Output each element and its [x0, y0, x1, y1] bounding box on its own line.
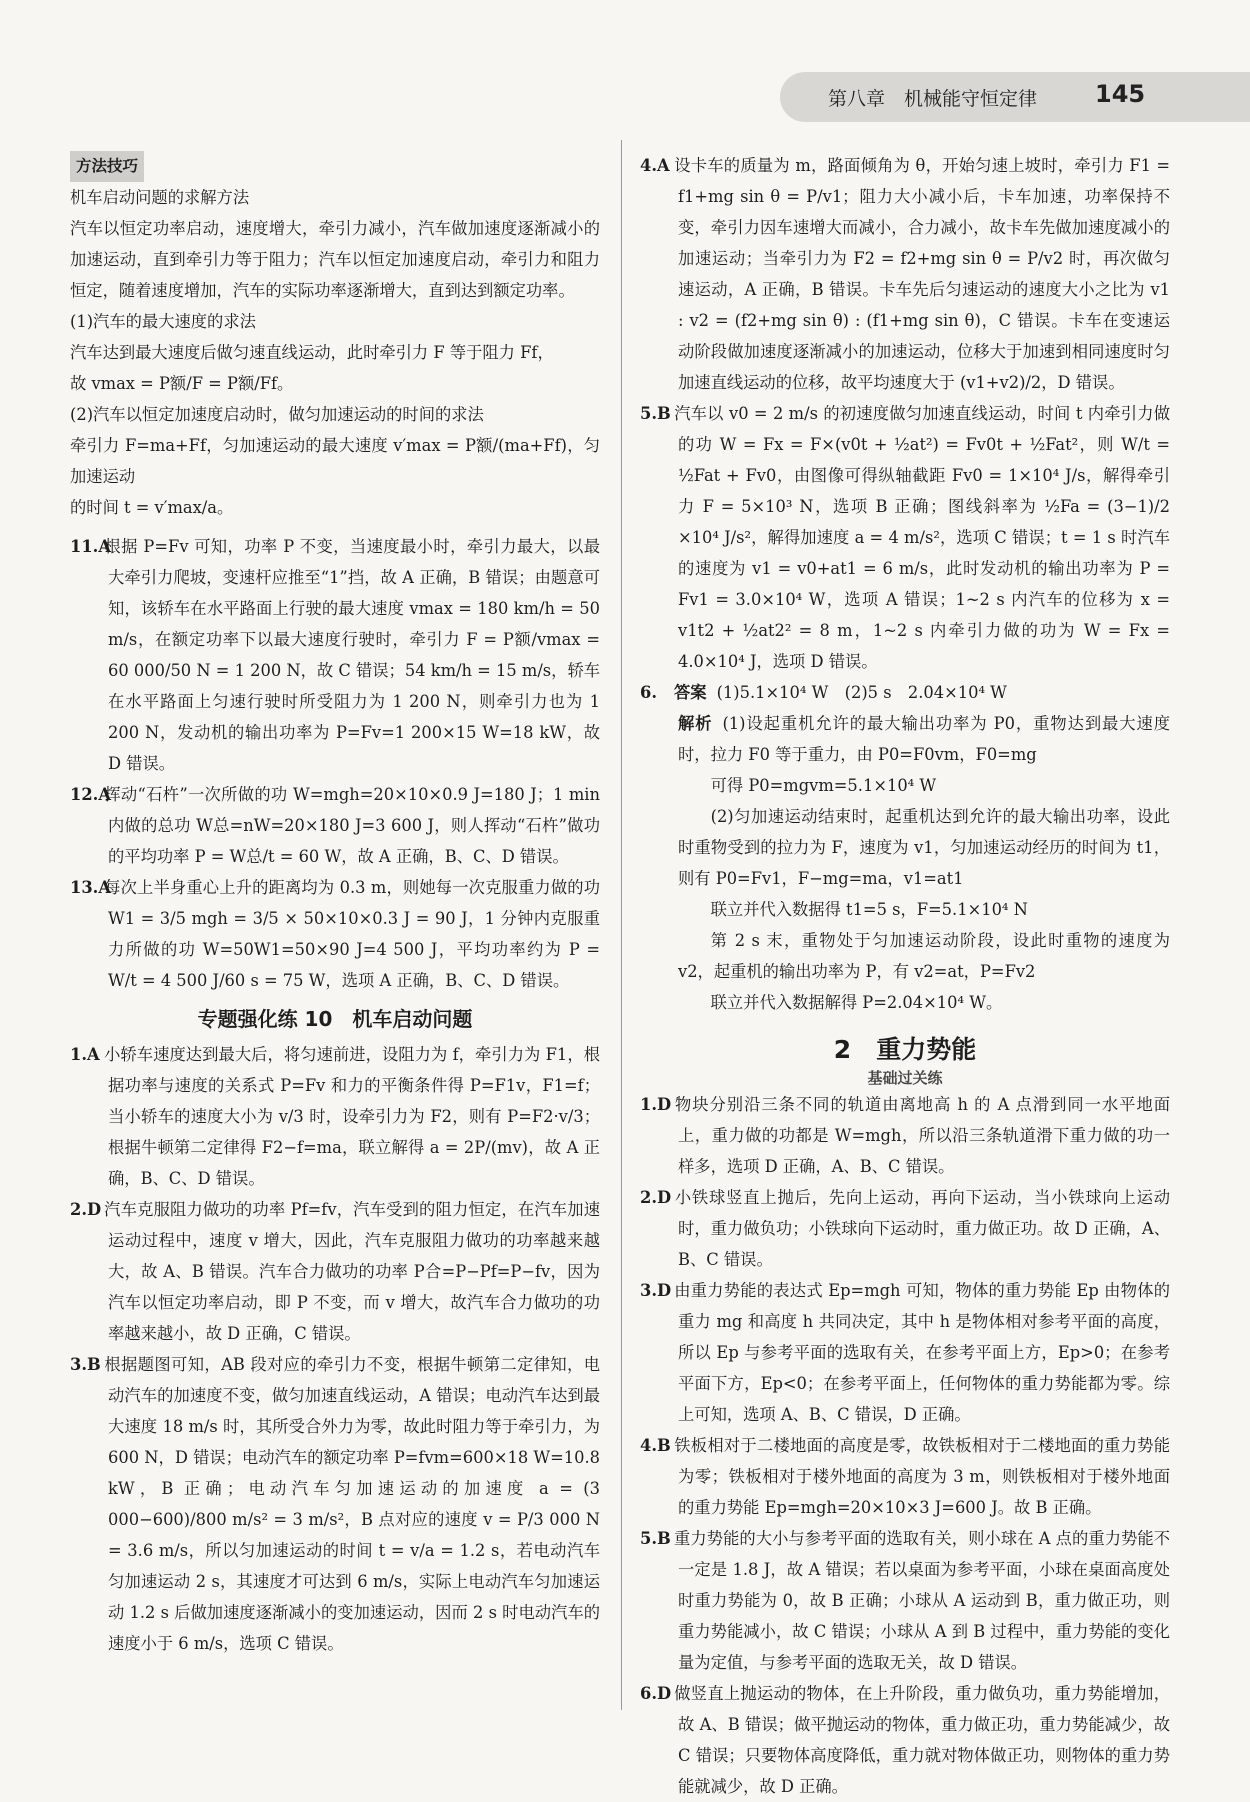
answer-item [640, 1430, 1170, 1523]
answer-number: 3.B [70, 1355, 101, 1374]
left-column [70, 150, 600, 1659]
answer-number: 4.A [640, 156, 670, 175]
answer-number: 5.B [640, 404, 671, 423]
answer-text: 每次上半身重心上升的距离均为 0.3 m，则她每一次克服重力做的功 W1 = 3/5 mgh = 3/5 × 50×10×0.3 J = 90 J，1 分钟内克服重力所做的功 W=50W1=50×90 J=4 500 J，平均功率约为 P = W/t = 4 500 J/60 s = 75 W，选项 A 正确，B、C、D 错误。 [104, 878, 600, 990]
answer-label: 答案 [674, 683, 707, 702]
answer-item [640, 1182, 1170, 1275]
method-title: 方法技巧 [70, 151, 144, 182]
answer-number: 1.D [640, 1095, 672, 1114]
answer-text: 做竖直上抛运动的物体，在上升阶段，重力做负功，重力势能增加，故 A、B 错误；做平抛运动的物体，重力做正功，重力势能减少，故 C 错误；只要物体高度降低，重力就对物体做正功，则物体的重力势能就减少，故 D 正确。 [674, 1684, 1170, 1796]
answer-number: 6. [640, 683, 657, 702]
analysis-line: (2)匀加速运动结束时，起重机达到允许的最大输出功率，设此时重物受到的拉力为 F，速度为 v1，匀加速运动经历的时间为 t1，则有 P0=Fv1，F−mg=ma，v1=at1 [678, 807, 1170, 888]
answer-item [70, 872, 600, 996]
answer-item [70, 1039, 600, 1194]
method-p2-text: 牵引力 F=ma+Ff，匀加速运动的最大速度 v′max = P额/(ma+Ff)，匀加速运动 [70, 436, 600, 486]
analysis-line: 联立并代入数据解得 P=2.04×10⁴ W。 [710, 993, 1003, 1012]
method-p1-formula: 故 vmax = P额/F = P额/Ff。 [70, 374, 294, 393]
answer-number: 12.A [70, 785, 111, 804]
answer-item [640, 1523, 1170, 1678]
answer-item [70, 1349, 600, 1659]
answer-item [640, 398, 1170, 677]
page-number: 145 [1095, 80, 1146, 108]
analysis-line: 可得 P0=mgvm=5.1×10⁴ W [710, 776, 937, 795]
answer-number: 2.D [640, 1188, 672, 1207]
method-subtitle: 机车启动问题的求解方法 [70, 188, 250, 207]
q6-answer [640, 677, 1170, 708]
analysis-line: 第 2 s 末，重物处于匀加速运动阶段，设此时重物的速度为 v2，起重机的输出功率为 P，有 v2=at，P=Fv2 [678, 931, 1170, 981]
method-box [70, 150, 600, 182]
answer-text: 铁板相对于二楼地面的高度是零，故铁板相对于二楼地面的重力势能为零；铁板相对于楼外地面的高度为 3 m，则铁板相对于楼外地面的重力势能 Ep=mgh=20×10×3 J=600 J。故 B 正确。 [674, 1436, 1170, 1517]
answer-number: 5.B [640, 1529, 671, 1548]
right-column [640, 150, 1170, 1802]
chapter-title: 第八章 机械能守恒定律 [828, 88, 1038, 110]
answer-text: 根据 P=Fv 可知，功率 P 不变，当速度最小时，牵引力最大，以最大牵引力爬坡，变速杆应推至“1”挡，故 A 正确，B 错误；由题意可知，该轿车在水平路面上行驶的最大速度 vmax = 180 km/h = 50 m/s，在额定功率下以最大速度行驶时，牵引力 F = P额/vmax = 60 000/50 N = 1 200 N，故 C 错误；54 km/h = 15 m/s，轿车在水平路面上匀速行驶时所受阻力为 1 200 N，则牵引力也为 1 200 N，发动机的输出功率为 P=Fv=1 200×15 W=18 kW，故 D 错误。 [104, 537, 601, 773]
answer-value: (1)5.1×10⁴ W (2)5 s 2.04×10⁴ W [716, 683, 1007, 702]
page-header [780, 72, 1250, 122]
answer-number: 3.D [640, 1281, 672, 1300]
answer-text: 汽车以 v0 = 2 m/s 的初速度做匀加速直线运动，时间 t 内牵引力做的功 W = Fx = F×(v0t + ½at²) = Fv0t + ½Fat²，则 W/t = ½Fat + Fv0，由图像可得纵轴截距 Fv0 = 1×10⁴ J/s，解得牵引力 F = 5×10³ N，选项 B 正确；图线斜率为 ½Fa = (3−1)/2 ×10⁴ J/s²，解得加速度 a = 4 m/s²，选项 C 错误；t = 1 s 时汽车的速度为 v1 = v0+at1 = 6 m/s，此时发动机的输出功率为 P = Fv1 = 3.0×10⁴ W，选项 A 错误；1~2 s 内汽车的位移为 x = v1t2 + ½at2² = 8 m，1~2 s 内牵引力做的功为 W = Fx = 4.0×10⁴ J，选项 D 错误。 [674, 404, 1170, 671]
method-p1-title: (1)汽车的最大速度的求法 [70, 312, 256, 331]
q6-analysis [640, 708, 1170, 770]
analysis-label: 解析 [678, 714, 713, 733]
answer-item [70, 531, 600, 779]
answer-number: 11.A [70, 537, 111, 556]
section-title: 2 重力势能 [833, 1035, 977, 1064]
answer-text: 由重力势能的表达式 Ep=mgh 可知，物体的重力势能 Ep 由物体的重力 mg 和高度 h 共同决定，其中 h 是物体相对参考平面的高度，所以 Ep 与参考平面的选取有关，在参考平面上方，Ep>0；在参考平面下方，Ep<0；在参考平面上，任何物体的重力势能都为零。综上可知，选项 A、B、C 错误，D 正确。 [674, 1281, 1170, 1424]
answer-number: 2.D [70, 1200, 102, 1219]
answer-text: 挥动“石杵”一次所做的功 W=mgh=20×10×0.9 J=180 J；1 min 内做的总功 W总=nW=20×180 J=3 600 J，则人挥动“石杵”做功的平均功率 P = W总/t = 60 W，故 A 正确，B、C、D 错误。 [104, 785, 600, 866]
section-subtitle: 基础过关练 [867, 1069, 943, 1087]
answer-number: 6.D [640, 1684, 672, 1703]
answer-text: 设卡车的质量为 m，路面倾角为 θ，开始匀速上坡时，牵引力 F1 = f1+mg sin θ = P/v1；阻力大小减小后，卡车加速，功率保持不变，牵引力因车速增大而减小，合力减小，故卡车先做加速度减小的加速运动；当牵引力为 F2 = f2+mg sin θ = P/v2 时，再次做匀速运动，A 正确，B 错误。卡车先后匀速运动的速度大小之比为 v1 : v2 = (f2+mg sin θ) : (f1+mg sin θ)，C 错误。卡车在变速运动阶段做加速度逐渐减小的加速运动，位移大于加速到相同速度时匀加速直线运动的位移，故平均速度大于 (v1+v2)/2，D 错误。 [674, 156, 1170, 392]
answer-text: 汽车克服阻力做功的功率 Pf=fv，汽车受到的阻力恒定，在汽车加速运动过程中，速度 v 增大，因此，汽车克服阻力做功的功率越来越大，故 A、B 错误。汽车合力做功的功率 P合=P−Pf=P−fv，因为汽车以恒定功率启动，即 P 不变，而 v 增大，故汽车合力做功的功率越来越小，故 D 正确，C 错误。 [104, 1200, 600, 1343]
method-intro: 汽车以恒定功率启动，速度增大，牵引力减小，汽车做加速度逐渐减小的加速运动，直到牵引力等于阻力；汽车以恒定加速度启动，牵引力和阻力恒定，随着速度增加，汽车的实际功率逐渐增大，直到达到额定功率。 [70, 219, 600, 300]
analysis-line: 联立并代入数据得 t1=5 s，F=5.1×10⁴ N [710, 900, 1028, 919]
topic-title: 专题强化练 10 机车启动问题 [197, 1007, 473, 1031]
method-p1-text: 汽车达到最大速度后做匀速直线运动，此时牵引力 F 等于阻力 Ff， [70, 343, 554, 362]
method-p2-formula: 的时间 t = v′max/a。 [70, 498, 234, 517]
answer-text: 根据题图可知，AB 段对应的牵引力不变，根据牛顿第二定律知，电动汽车的加速度不变，做匀加速直线运动，A 错误；电动汽车达到最大速度 18 m/s 时，其所受合外力为零，故此时阻力等于牵引力，为 600 N，D 错误；电动汽车的额定功率 P=fvm=600×18 W=10.8 kW，B 正确；电动汽车匀加速运动的加速度 a = (3 000−600)/800 m/s² = 3 m/s²，B 点对应的速度 v = P/3 000 N = 3.6 m/s，所以匀加速运动的时间 t = v/a = 1.2 s，若电动汽车匀加速运动 2 s，其速度才可达到 6 m/s，实际上电动汽车匀加速运动 1.2 s 后做加速度逐渐减小的变加速运动，因而 2 s 时电动汽车的速度小于 6 m/s，选项 C 错误。 [104, 1355, 600, 1653]
answer-number: 4.B [640, 1436, 671, 1455]
answer-item [640, 1678, 1170, 1802]
answer-item [70, 779, 600, 872]
answer-text: 重力势能的大小与参考平面的选取有关，则小球在 A 点的重力势能不一定是 1.8 J，故 A 错误；若以桌面为参考平面，小球在桌面高度处时重力势能为 0，故 B 正确；小球从 A 运动到 B，重力做正功，则重力势能减小，故 C 错误；小球从 A 到 B 过程中，重力势能的变化量为定值，与参考平面的选取无关，故 D 错误。 [674, 1529, 1170, 1672]
answer-item [640, 150, 1170, 398]
answer-text: 小轿车速度达到最大后，将匀速前进，设阻力为 f，牵引力为 F1，根据功率与速度的关系式 P=Fv 和力的平衡条件得 P=F1v，F1=f；当小轿车的速度大小为 v/3 时，设牵引力为 F2，则有 P=F2·v/3；根据牛顿第二定律得 F2−f=ma，联立解得 a = 2P/(mv)，故 A 正确，B、C、D 错误。 [104, 1045, 600, 1188]
method-p2-title: (2)汽车以恒定加速度启动时，做匀加速运动的时间的求法 [70, 405, 484, 424]
answer-item [640, 1089, 1170, 1182]
analysis-line: (1)设起重机允许的最大输出功率为 P0，重物达到最大速度时，拉力 F0 等于重力，由 P0=F0vm，F0=mg [678, 714, 1170, 764]
column-divider [621, 140, 622, 1710]
answer-text: 物块分别沿三条不同的轨道由离地高 h 的 A 点滑到同一水平地面上，重力做的功都是 W=mgh，所以沿三条轨道滑下重力做的功一样多，选项 D 正确，A、B、C 错误。 [674, 1095, 1170, 1176]
answer-number: 13.A [70, 878, 111, 897]
answer-item [70, 1194, 600, 1349]
answer-item [640, 1275, 1170, 1430]
answer-number: 1.A [70, 1045, 100, 1064]
answer-text: 小铁球竖直上抛后，先向上运动，再向下运动，当小铁球向上运动时，重力做负功；小铁球向下运动时，重力做正功。故 D 正确，A、B、C 错误。 [674, 1188, 1170, 1269]
